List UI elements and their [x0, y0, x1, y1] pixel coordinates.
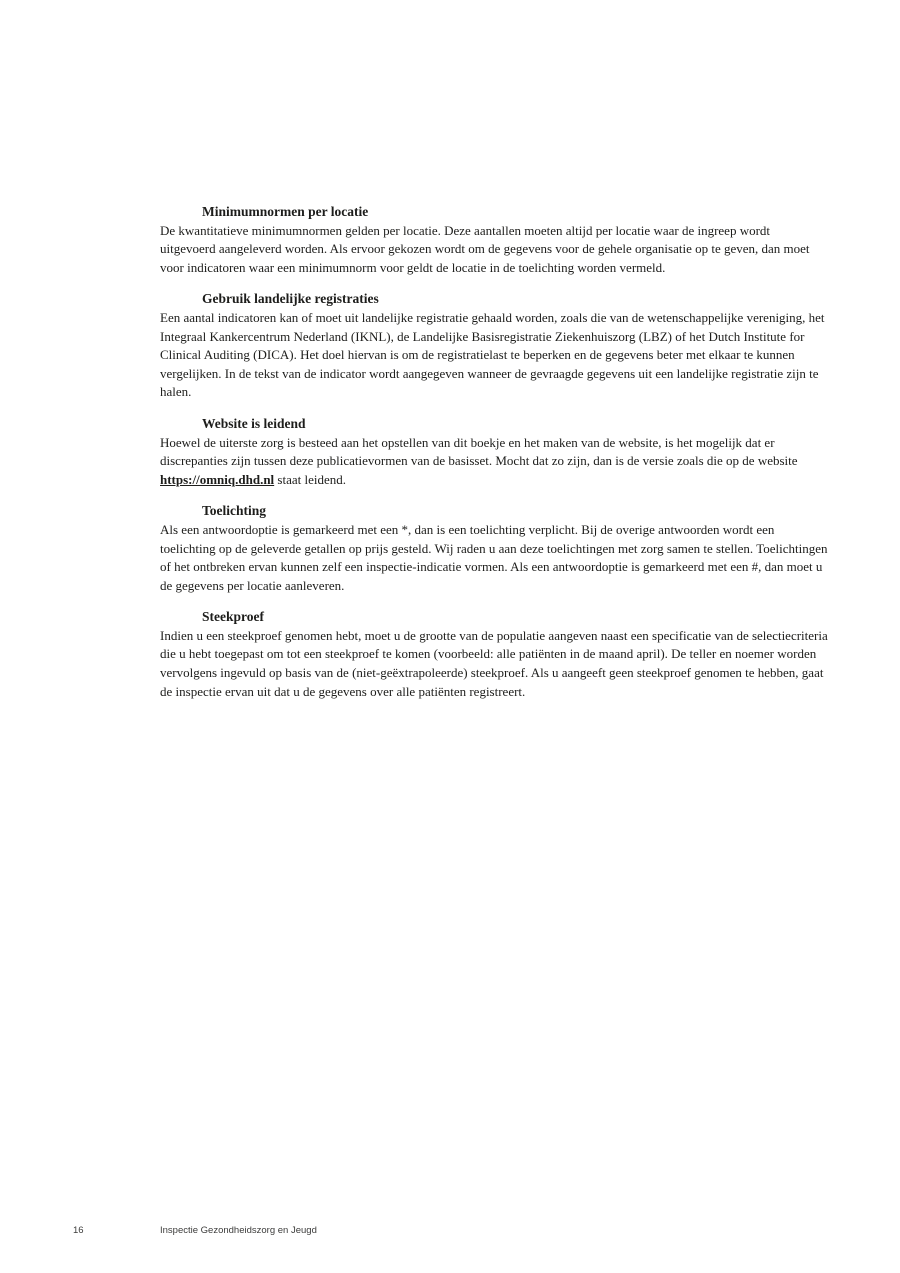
section-landelijke-registraties	[160, 290, 828, 402]
footer-page-number: 16	[73, 1225, 84, 1236]
section-website-is-leidend	[160, 415, 828, 489]
section-toelichting	[160, 502, 828, 595]
section-minimumnormen	[160, 203, 828, 277]
section-heading: Website is leidend	[202, 415, 306, 431]
section-heading: Toelichting	[202, 503, 267, 519]
page-footer	[0, 1225, 900, 1245]
section-paragraph: Indien u een steekproef genomen hebt, moet u de grootte van de populatie aangeven naast een specificatie van de selectiecriteria die u hebt toegepast om tot een steekproef te komen (voorbeeld: alle patiënten in de maand april). De teller en noemer worden vervolgens ingevuld op basis van de (niet-geëxtrapoleerde) steekproef. Als u aangeeft geen steekproef genomen te hebben, gaat de inspectie ervan uit dat u de gegevens over alle patiënten registreert.	[160, 627, 828, 699]
paragraph-text-before-link: Hoewel de uiterste zorg is besteed aan het opstellen van dit boekje en het maken van de website, is het mogelijk dat er discrepanties zijn tussen deze publicatievormen van de basisset. Mocht dat zo zijn, dan is de versie zoals die op de website	[160, 434, 798, 469]
section-paragraph: Als een antwoordoptie is gemarkeerd met een *, dan is een toelichting verplicht. Bij de overige antwoorden wordt een toelichting op de geleverde getallen op prijs gesteld. Wij raden u aan deze toelichtingen met zorg samen te stellen. Toelichtingen of het ontbreken ervan kunnen zelf een inspectie-indicatie vormen. Als een antwoordoptie is gemarkeerd met een #, dan moet u de gegevens per locatie aanleveren.	[160, 521, 828, 593]
section-heading: Steekproef	[202, 609, 264, 625]
page-content	[160, 203, 828, 714]
website-link[interactable]: https://omniq.dhd.nl	[160, 471, 275, 487]
paragraph-text-after-link: staat leidend.	[274, 471, 347, 487]
section-heading: Minimumnormen per locatie	[202, 204, 369, 219]
section-paragraph: De kwantitatieve minimumnormen gelden per locatie. Deze aantallen moeten altijd per locatie waar de ingreep wordt uitgevoerd aangeleverd worden. Als ervoor gekozen wordt om de gegevens voor de gehele organisatie op te geven, dan moet voor indicatoren waar een minimumnorm voor geldt de locatie in de toelichting worden vermeld.	[160, 222, 810, 275]
section-paragraph	[160, 434, 828, 490]
section-paragraph: Een aantal indicatoren kan of moet uit landelijke registratie gehaald worden, zoals die van de wetenschappelijke vereniging, het Integraal Kankercentrum Nederland (IKNL), de Landelijke Basisregistratie Ziekenhuiszorg (LBZ) of het Dutch Institute for Clinical Auditing (DICA). Het doel hiervan is om de registratielast te beperken en de gegevens beter met elkaar te kunnen vergelijken. In de tekst van de indicator wordt aangegeven wanneer de gevraagde gegevens uit een landelijke registratie zijn te halen.	[160, 309, 825, 400]
footer-organization: Inspectie Gezondheidszorg en Jeugd	[160, 1225, 317, 1236]
section-heading: Gebruik landelijke registraties	[202, 291, 379, 307]
section-steekproef	[160, 608, 828, 701]
